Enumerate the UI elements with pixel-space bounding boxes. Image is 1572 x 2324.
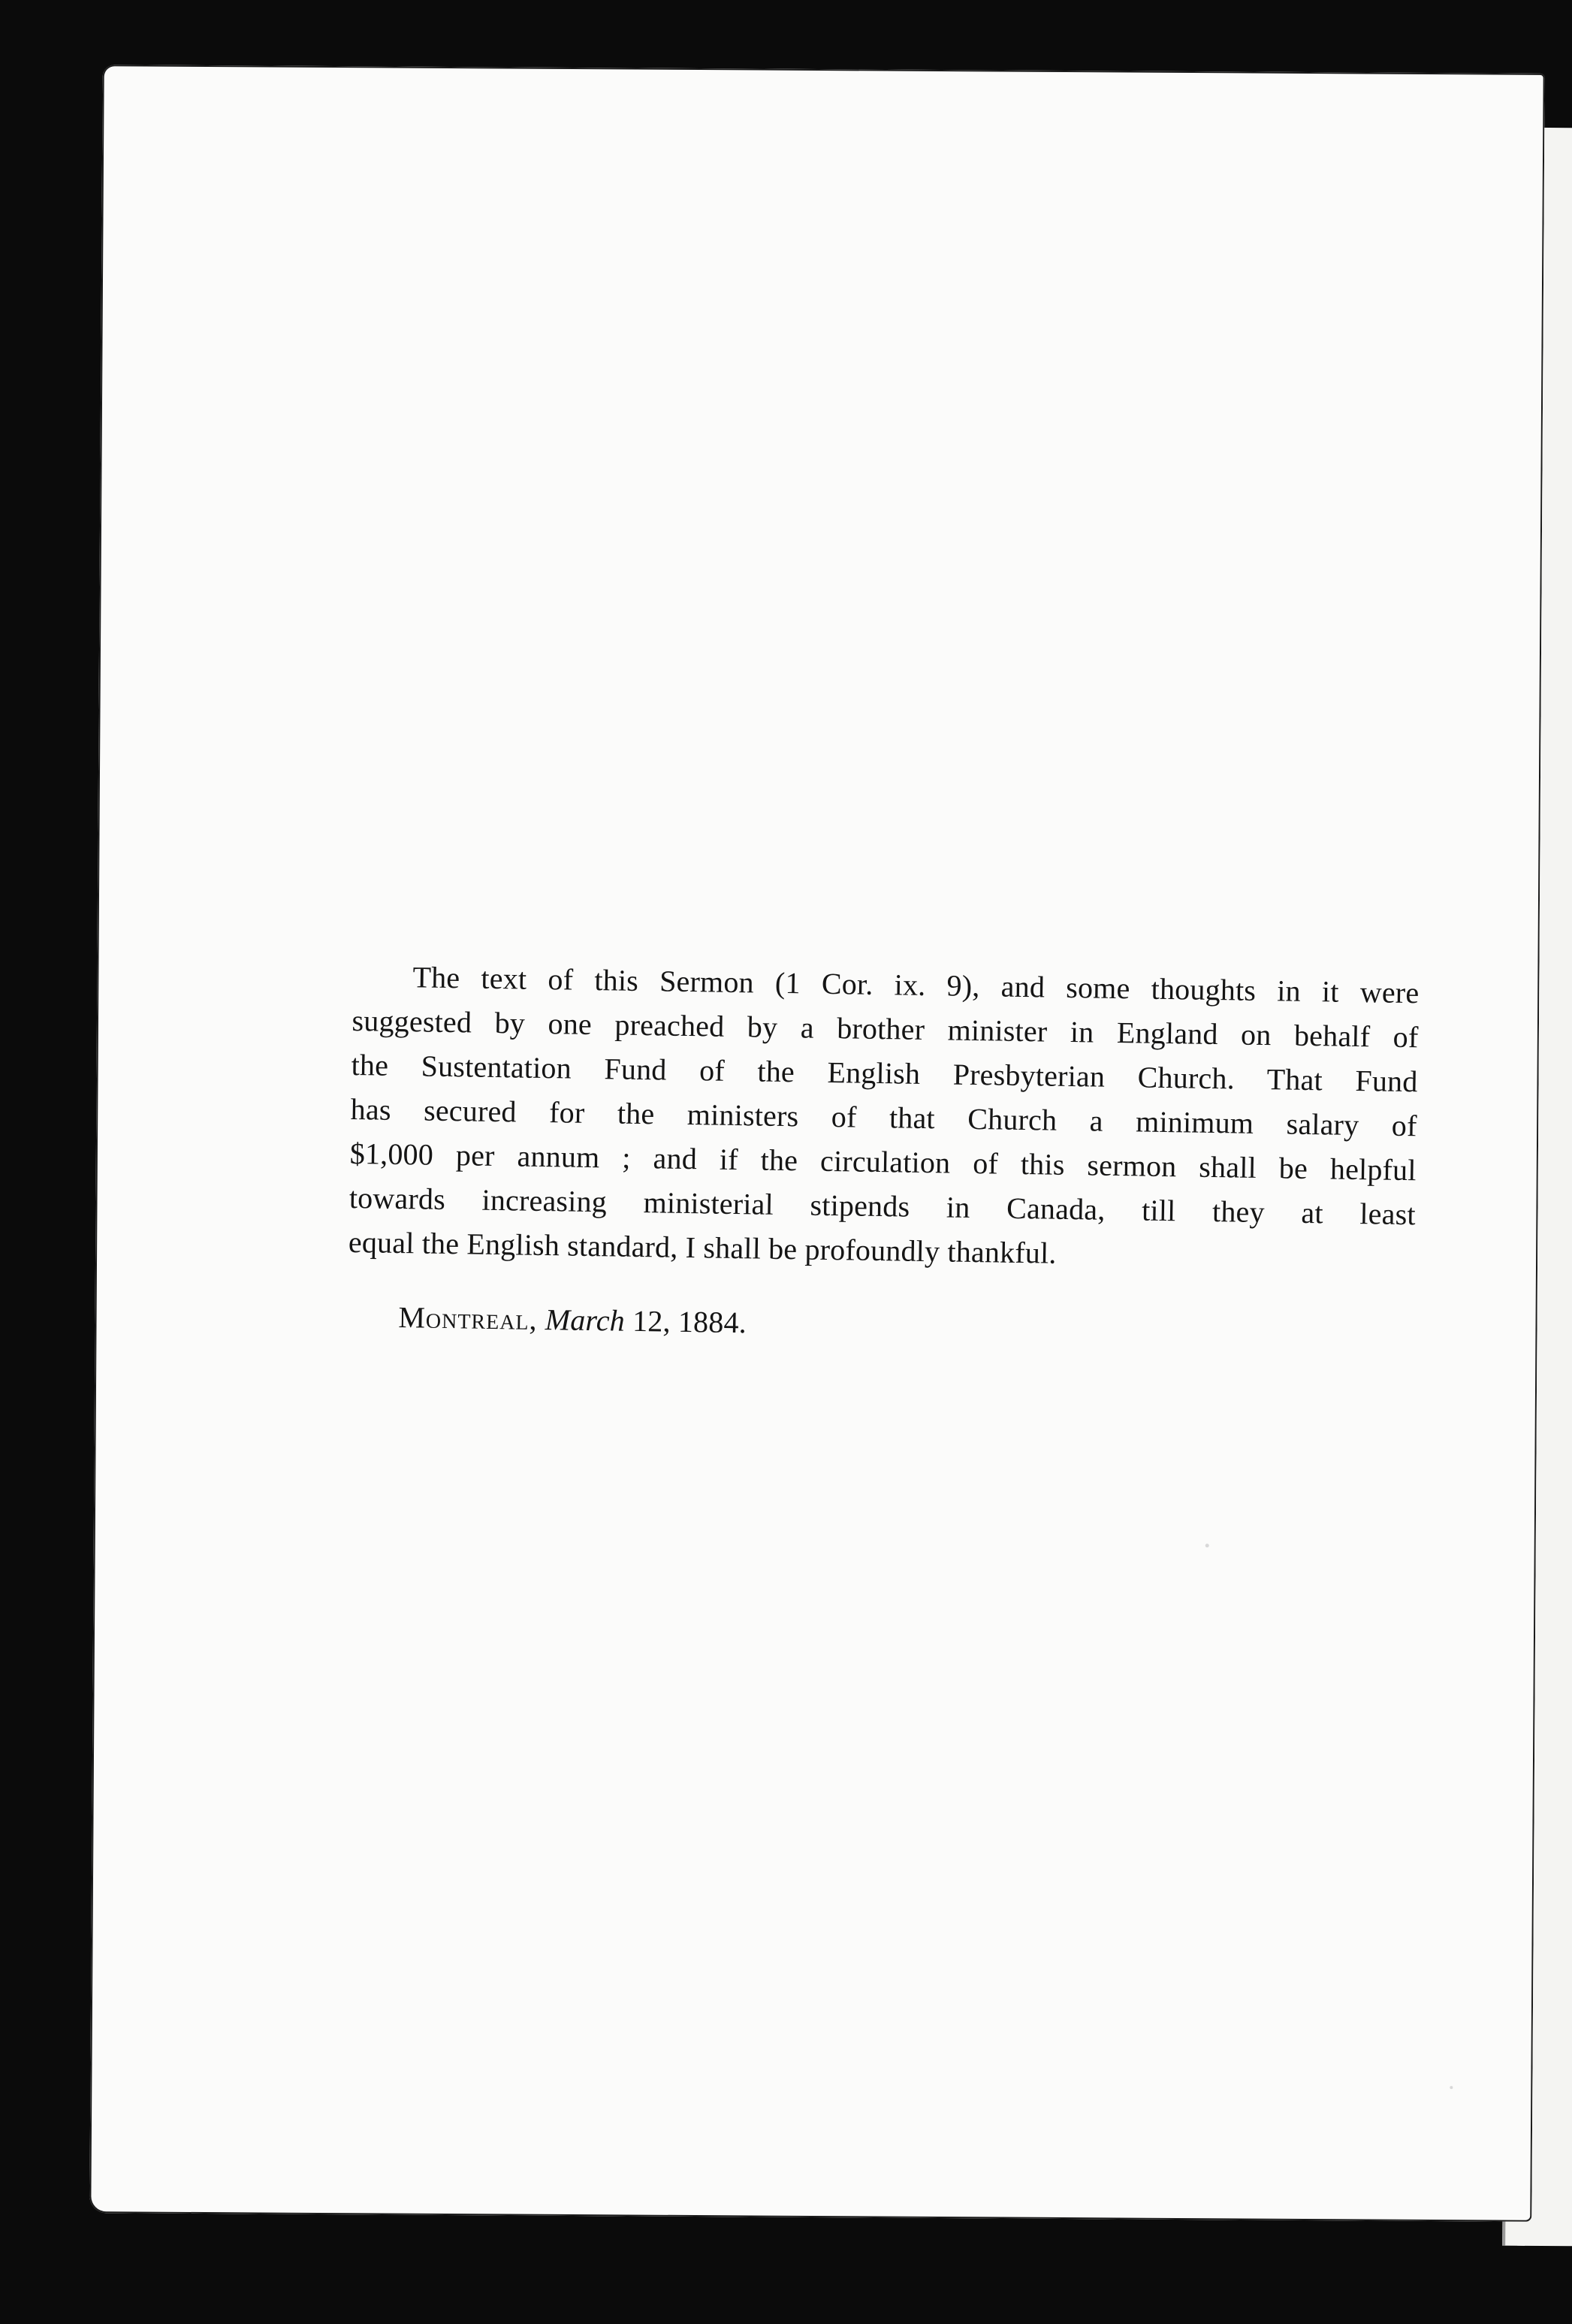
preface-line: The text of this Sermon (1 Cor. ix. 9), and some thoughts in it were — [412, 960, 1420, 1010]
dateline-place: Montreal, — [398, 1300, 538, 1336]
dateline-month: March — [545, 1302, 626, 1338]
preface-line: equal the English standard, I shall be profoundly thankful. — [348, 1224, 1057, 1270]
dateline-date: 12, 1884. — [632, 1303, 747, 1340]
preface-note — [347, 954, 1420, 1355]
preface-line: suggested by one preached by a brother minister in England on behalf of — [352, 1003, 1419, 1055]
preface-line: towards increasing ministerial stipends in Canada, till they at least — [348, 1180, 1417, 1232]
preface-line: $1,000 per annum ; and if the circulation of this sermon shall be helpful — [349, 1136, 1417, 1188]
paper-speck — [1205, 1544, 1209, 1547]
paper-speck — [1450, 2086, 1453, 2089]
preface-line: the Sustentation Fund of the English Presbyterian Church. That Fund — [351, 1047, 1418, 1099]
preface-line: has secured for the ministers of that Church a minimum salary of — [350, 1091, 1417, 1143]
